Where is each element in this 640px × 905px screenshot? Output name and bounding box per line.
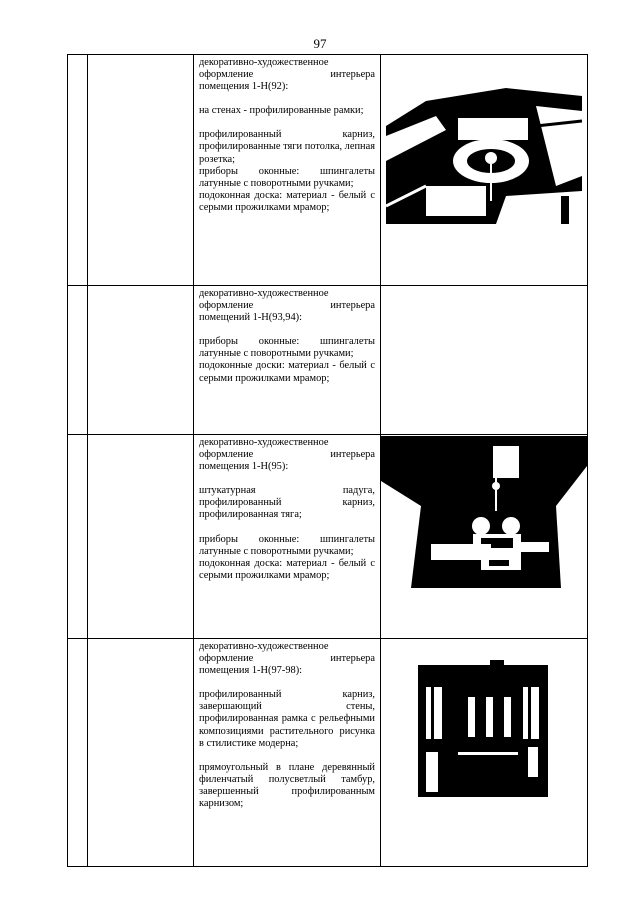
photo-cell (381, 55, 588, 286)
photo-cell (381, 286, 588, 435)
description-cell (194, 639, 381, 867)
row-heading-line: помещений 1-Н(93,94): (199, 312, 302, 324)
row-heading-line: помещения 1-Н(92): (199, 81, 289, 93)
description-paragraph: на стенах - профилированные рамки; (199, 105, 364, 117)
photo-cell (381, 639, 588, 867)
photo-cell (381, 435, 588, 639)
description-paragraph: приборы оконные: шпингалеты латунные с поворотными ручками; (199, 336, 375, 360)
object-cell (88, 286, 194, 435)
interior-photo (381, 436, 587, 588)
row-heading-line: помещения 1-Н(95): (199, 461, 289, 473)
row-heading-line: декоративно-художественное (199, 57, 329, 68)
description-paragraph: приборы оконные: шпингалеты латунные с поворотными ручками; (199, 165, 375, 189)
row-heading-line: декоративно-художественное (199, 288, 329, 299)
interior-photo (418, 657, 548, 809)
row-heading-line: оформление интерьера (199, 653, 375, 665)
row-heading-line: помещения 1-Н(97-98): (199, 665, 303, 677)
index-cell (68, 435, 88, 639)
index-cell (68, 55, 88, 286)
description-paragraph: прямоугольный в плане деревянный филенчатый полусветлый тамбур, завершенный профилированным карнизом; (199, 761, 375, 810)
table-row (68, 286, 588, 435)
description-paragraph: приборы оконные: шпингалеты латунные с поворотными ручками; (199, 533, 375, 557)
description-paragraph: подоконная доска: материал - белый с серыми прожилками мрамор; (199, 557, 375, 581)
object-cell (88, 639, 194, 867)
heritage-table (67, 54, 588, 867)
object-cell (88, 55, 194, 286)
index-cell (68, 286, 88, 435)
description-paragraph: подоконные доски: материал - белый с серыми прожилками мрамор; (199, 360, 375, 384)
table-row (68, 639, 588, 867)
object-cell (88, 435, 194, 639)
table-row (68, 435, 588, 639)
interior-photo (386, 66, 582, 224)
table-row (68, 55, 588, 286)
row-heading-line: декоративно-художественное (199, 437, 329, 448)
description-cell (194, 55, 381, 286)
description-paragraph: профилированный карниз, профилированные тяги потолка, лепная розетка; (199, 129, 375, 165)
page-number: 97 (313, 36, 327, 51)
description-cell (194, 286, 381, 435)
row-heading-line: оформление интерьера (199, 449, 375, 461)
description-cell (194, 435, 381, 639)
row-heading-line: декоративно-художественное (199, 641, 329, 652)
description-paragraph: штукатурная падуга, профилированный карниз, профилированная тяга; (199, 485, 375, 521)
description-paragraph: профилированный карниз, завершающий стены, профилированная рамка с рельефными композициями растительного рисунка в стилистике модерна; (199, 689, 375, 749)
row-heading-line: оформление интерьера (199, 300, 375, 312)
row-heading-line: оформление интерьера (199, 69, 375, 81)
description-paragraph: подоконная доска: материал - белый с серыми прожилками мрамор; (199, 189, 375, 213)
index-cell (68, 639, 88, 867)
